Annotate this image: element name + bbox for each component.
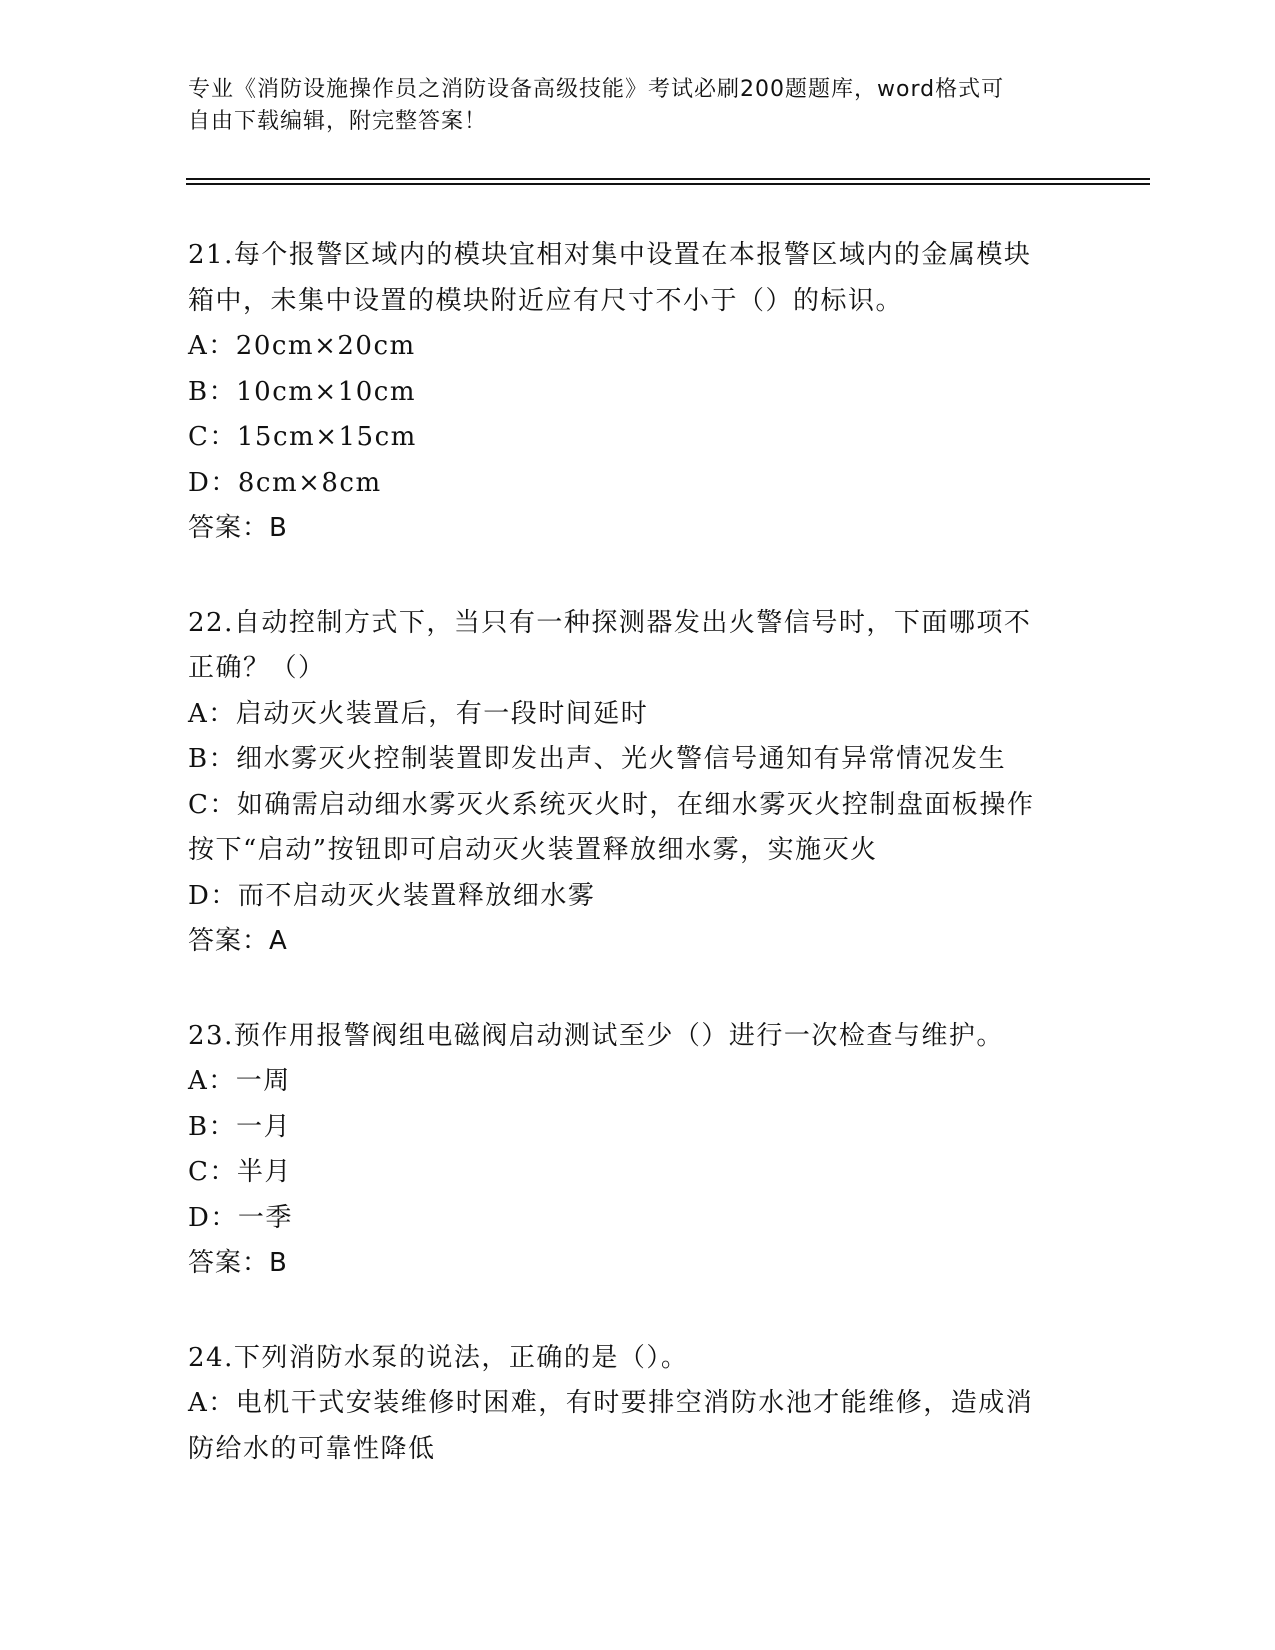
option-c: C：半月 xyxy=(188,1157,292,1187)
question-stem: 箱中，未集中设置的模块附近应有尺寸不小于（）的标识。 xyxy=(188,285,904,316)
document-header xyxy=(188,74,1068,138)
question-list xyxy=(188,233,1088,1521)
option-d: D：一季 xyxy=(188,1202,293,1233)
option-c: C：如确需启动细水雾灭火系统灭火时，在细水雾灭火控制盘面板操作 xyxy=(188,789,1035,820)
option-d: D：8cm×8cm xyxy=(188,467,382,498)
question-stem: 24.下列消防水泵的说法，正确的是（）。 xyxy=(188,1342,689,1373)
header-line: 专业《消防设施操作员之消防设备高级技能》考试必刷200题题库，word格式可 xyxy=(188,77,1005,102)
option-a: A：一周 xyxy=(188,1066,291,1096)
header-divider xyxy=(186,178,1150,180)
question-21 xyxy=(188,233,1088,552)
question-22 xyxy=(188,601,1088,965)
answer: 答案：B xyxy=(188,513,288,543)
option-a: A：启动灭火装置后，有一段时间延时 xyxy=(188,698,649,729)
option-c: C：15cm×15cm xyxy=(188,422,417,452)
answer: 答案：A xyxy=(188,926,288,956)
question-stem: 正确？（） xyxy=(188,653,326,683)
option-b: B：细水雾灭火控制装置即发出声、光火警信号通知有异常情况发生 xyxy=(188,744,1007,774)
question-stem: 22.自动控制方式下，当只有一种探测器发出火警信号时，下面哪项不 xyxy=(188,607,1032,638)
header-line: 自由下载编辑，附完整答案！ xyxy=(188,109,488,134)
option-b: B：一月 xyxy=(188,1111,292,1142)
question-24 xyxy=(188,1336,1088,1473)
option-b: B：10cm×10cm xyxy=(188,376,416,407)
header-divider xyxy=(186,183,1150,185)
option-c-continued: 按下“启动”按钮即可启动灭火装置释放细水雾，实施灭火 xyxy=(188,835,878,865)
option-a-continued: 防给水的可靠性降低 xyxy=(188,1433,436,1464)
question-stem: 23.预作用报警阀组电磁阀启动测试至少（）进行一次检查与维护。 xyxy=(188,1020,1004,1051)
option-d: D：而不启动灭火装置释放细水雾 xyxy=(188,880,596,911)
question-23 xyxy=(188,1014,1088,1287)
option-a: A：电机干式安装维修时困难，有时要排空消防水池才能维修，造成消 xyxy=(188,1388,1034,1418)
question-stem: 21.每个报警区域内的模块宜相对集中设置在本报警区域内的金属模块 xyxy=(188,240,1032,270)
option-a: A：20cm×20cm xyxy=(188,331,416,361)
answer: 答案：B xyxy=(188,1248,288,1278)
